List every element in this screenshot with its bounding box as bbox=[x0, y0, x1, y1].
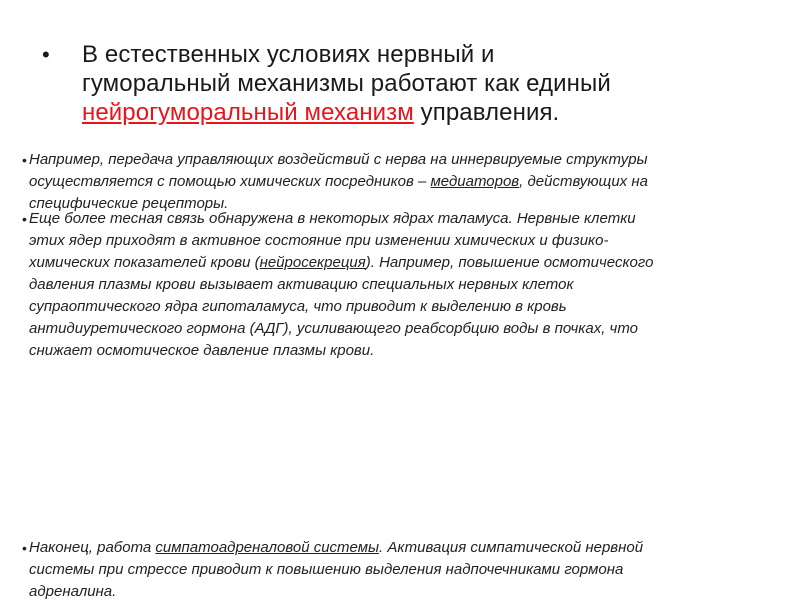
heading-line-3 bbox=[82, 98, 742, 127]
paragraph-line: супраоптического ядра гипоталамуса, что приводит к выделению в кровь bbox=[29, 298, 567, 315]
bullet-dot-icon: • bbox=[22, 152, 27, 168]
paragraph-line: антидиуретического гормона (АДГ), усиливающего реабсорбцию воды в почках, что bbox=[29, 320, 638, 337]
text-span: , действующих на bbox=[519, 173, 648, 190]
bullet-dot-icon: • bbox=[42, 42, 50, 67]
paragraph-text bbox=[22, 149, 782, 215]
paragraph-line: этих ядер приходят в активное состояние при изменении химических и физико- bbox=[29, 232, 609, 249]
text-span: . Активация симпатической нервной bbox=[379, 539, 644, 556]
text-span: Наконец, работа bbox=[29, 539, 156, 556]
paragraph-line: давления плазмы крови вызывает активацию специальных нервных клеток bbox=[29, 276, 574, 293]
paragraph-line: Еще более тесная связь обнаружена в некоторых ядрах таламуса. Нервные клетки bbox=[29, 210, 636, 227]
bullet-dot-icon: • bbox=[22, 540, 27, 556]
paragraph-line: снижает осмотическое давление плазмы крови. bbox=[29, 342, 375, 359]
heading-text bbox=[82, 40, 742, 127]
paragraph-text bbox=[22, 537, 782, 603]
paragraph-text bbox=[22, 208, 782, 362]
text-span: ). Например, повышение осмотического bbox=[365, 254, 654, 271]
paragraph-line bbox=[29, 537, 782, 559]
paragraph-neurosecretion bbox=[22, 208, 782, 362]
heading-line-2: гуморальный механизмы работают как единый bbox=[82, 70, 611, 97]
text-span: осуществляется с помощью химических посредников – bbox=[29, 173, 431, 190]
paragraph-line bbox=[29, 171, 782, 193]
sympathoadrenal-system-term: симпатоадреналовой системы bbox=[155, 539, 380, 556]
mediators-term: медиаторов bbox=[430, 173, 520, 190]
paragraph-sympathoadrenal bbox=[22, 537, 782, 603]
neurosecretion-term: нейросекреция bbox=[259, 254, 366, 271]
paragraph-line: адреналина. bbox=[29, 583, 117, 600]
paragraph-mediators bbox=[22, 149, 782, 215]
paragraph-line bbox=[29, 252, 782, 274]
text-span: химических показателей крови ( bbox=[29, 254, 260, 271]
heading-line-1: В естественных условиях нервный и bbox=[82, 41, 495, 68]
paragraph-line: Например, передача управляющих воздействий с нерва на иннервируемые структуры bbox=[29, 151, 648, 168]
paragraph-line: специфические рецепторы. bbox=[29, 195, 229, 212]
paragraph-line: системы при стрессе приводит к повышению выделения надпочечниками гормона bbox=[29, 561, 624, 578]
neurohumoral-mechanism-term: нейрогуморальный механизм bbox=[82, 99, 414, 126]
bullet-dot-icon: • bbox=[22, 211, 27, 227]
heading-line-3-rest: управления. bbox=[413, 99, 560, 126]
